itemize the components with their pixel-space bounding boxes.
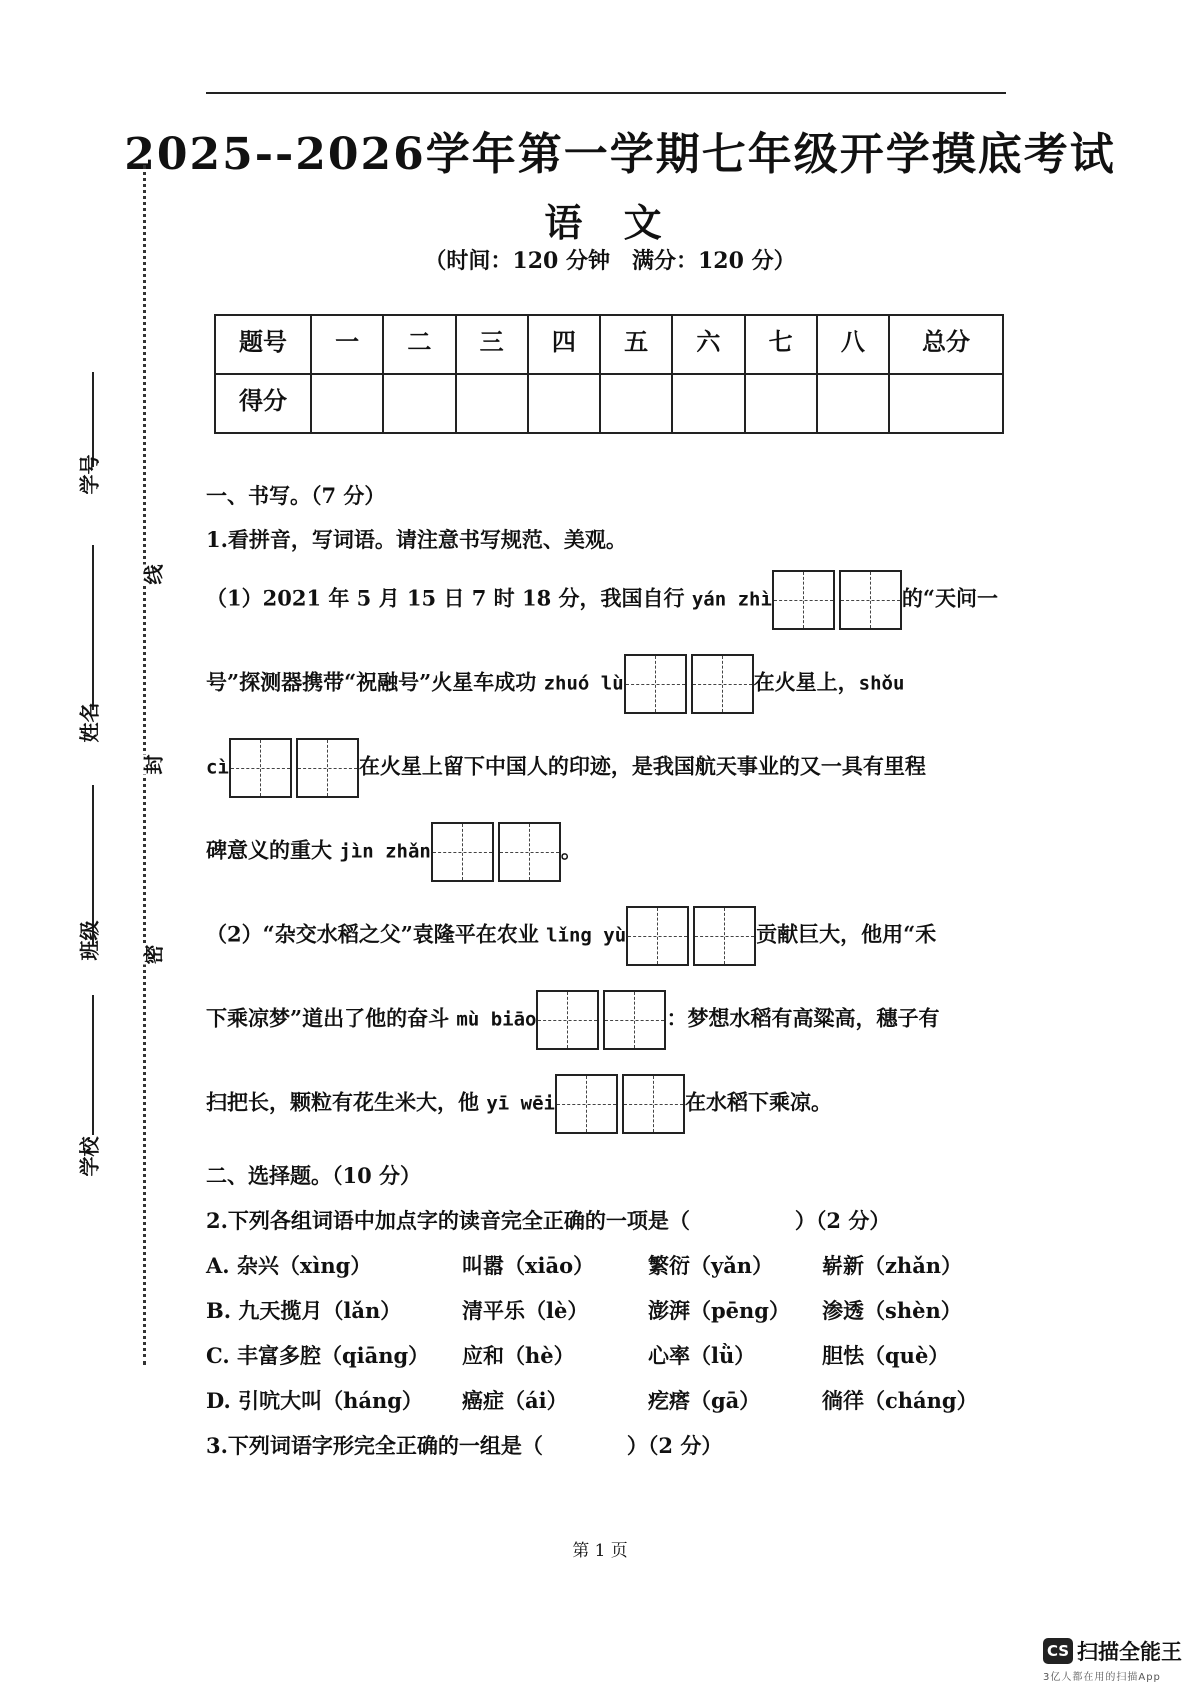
score-cell[interactable] — [817, 374, 889, 433]
watermark-tagline: 3亿人都在用的扫描App — [1043, 1672, 1161, 1683]
option-c-2: 应和（hè） — [462, 1343, 575, 1368]
score-header-cell: 六 — [672, 315, 744, 374]
option-c-3: 心率（lǜ） — [648, 1343, 756, 1368]
score-table-header-row — [215, 315, 1003, 374]
student-id-label: 学号 — [77, 454, 102, 495]
camscanner-logo-icon: CS — [1043, 1638, 1073, 1664]
q1-line-2: 号”探测器携带“祝融号”火星车成功 zhuó lù 在火星上，shǒu — [206, 654, 904, 714]
option-a-2: 叫嚣（xiāo） — [462, 1253, 595, 1278]
q1-line-4: 碑意义的重大 jìn zhǎn 。 — [206, 822, 582, 882]
exam-title: 2025--2026学年第一学期七年级开学摸底考试 — [124, 129, 1116, 180]
score-header-cell: 四 — [528, 315, 600, 374]
answer-grid-lingyu[interactable] — [626, 906, 756, 966]
option-d-2: 癌症（ái） — [462, 1388, 568, 1413]
score-table — [214, 314, 1004, 434]
score-table-score-row — [215, 374, 1003, 433]
scanner-watermark — [1043, 1636, 1182, 1683]
section2-heading: 二、选择题。（10 分） — [206, 1163, 422, 1188]
page-number: 第 1 页 — [572, 1541, 628, 1561]
option-a-3: 繁衍（yǎn） — [648, 1253, 774, 1278]
option-a-1[interactable]: A. 杂兴（xìng） — [206, 1253, 372, 1278]
score-header-cell: 五 — [600, 315, 672, 374]
score-header-cell: 二 — [383, 315, 455, 374]
time-info: （时间：120 分钟 满分：120 分） — [424, 248, 796, 274]
q2-line-2: 下乘凉梦”道出了他的奋斗 mù biāo ：梦想水稻有高粱高，穗子有 — [206, 990, 939, 1050]
score-header-cell: 八 — [817, 315, 889, 374]
answer-grid-yiwei[interactable] — [555, 1074, 685, 1134]
option-d-3: 疙瘩（gā） — [648, 1388, 761, 1413]
subject-title: 语 文 — [544, 200, 676, 245]
score-header-cell: 题号 — [215, 315, 311, 374]
score-cell[interactable] — [528, 374, 600, 433]
score-header-cell: 七 — [745, 315, 817, 374]
score-cell[interactable] — [383, 374, 455, 433]
question-3: 3.下列词语字形完全正确的一组是（ ）（2 分） — [206, 1433, 723, 1458]
answer-grid-yanzhi[interactable] — [772, 570, 902, 630]
score-cell[interactable] — [672, 374, 744, 433]
seal-word-mi: 密 — [138, 945, 167, 965]
seal-word-xian: 线 — [138, 565, 167, 585]
pinyin-yiwei: yī wēi — [486, 1092, 555, 1115]
seal-word-feng: 封 — [138, 755, 167, 775]
class-label: 班级 — [77, 920, 102, 961]
q1-line-3: cì 在火星上留下中国人的印迹，是我国航天事业的又一具有里程 — [206, 738, 926, 798]
pinyin-zhuolu: zhuó lù — [543, 672, 624, 695]
option-b-2: 清平乐（lè） — [462, 1298, 589, 1323]
pinyin-mubiao: mù biāo — [456, 1008, 537, 1031]
score-header-cell: 一 — [311, 315, 383, 374]
pinyin-jinzhan: jìn zhǎn — [339, 840, 431, 863]
score-row-label: 得分 — [215, 374, 311, 433]
option-d-4: 徜徉（cháng） — [822, 1388, 978, 1413]
pinyin-ci: cì — [206, 756, 229, 779]
q2-line-1: （2）“杂交水稻之父”袁隆平在农业 lǐng yù 贡献巨大，他用“禾 — [206, 906, 936, 966]
score-cell[interactable] — [745, 374, 817, 433]
q1-line-1: （1）2021 年 5 月 15 日 7 时 18 分，我国自行 yán zhì 的“天问一 — [206, 570, 998, 630]
name-line[interactable] — [92, 545, 94, 710]
score-cell[interactable] — [889, 374, 1003, 433]
answer-grid-zhuolu[interactable] — [624, 654, 754, 714]
pinyin-yanzhi: yán zhì — [691, 588, 772, 611]
score-cell[interactable] — [311, 374, 383, 433]
answer-grid-jinzhan[interactable] — [431, 822, 561, 882]
school-line[interactable] — [92, 995, 94, 1135]
section1-heading: 一、书写。（7 分） — [206, 483, 386, 508]
option-d-1[interactable]: D. 引吭大叫（háng） — [206, 1388, 423, 1413]
score-cell[interactable] — [456, 374, 528, 433]
score-header-cell: 总分 — [889, 315, 1003, 374]
option-c-4: 胆怯（què） — [822, 1343, 950, 1368]
student-id-line[interactable] — [92, 372, 94, 467]
q2-line-3: 扫把长，颗粒有花生米大，他 yī wēi 在水稻下乘凉。 — [206, 1074, 832, 1134]
question-1: 1.看拼音，写词语。请注意书写规范、美观。 — [206, 527, 627, 552]
option-a-4: 崭新（zhǎn） — [822, 1253, 963, 1278]
school-label: 学校 — [77, 1136, 102, 1177]
score-cell[interactable] — [600, 374, 672, 433]
option-b-3: 澎湃（pēng） — [648, 1298, 790, 1323]
name-label: 姓名 — [77, 702, 102, 743]
option-b-1[interactable]: B. 九天揽月（lǎn） — [206, 1298, 402, 1323]
answer-grid-shouci[interactable] — [229, 738, 359, 798]
pinyin-shou: shǒu — [858, 672, 905, 695]
answer-grid-mubiao[interactable] — [536, 990, 666, 1050]
option-c-1[interactable]: C. 丰富多腔（qiāng） — [206, 1343, 430, 1368]
watermark-name: 扫描全能王 — [1077, 1640, 1182, 1664]
top-rule — [206, 92, 1006, 94]
pinyin-lingyu: lǐng yù — [546, 924, 627, 947]
question-2: 2.下列各组词语中加点字的读音完全正确的一项是（ ）（2 分） — [206, 1208, 891, 1233]
score-header-cell: 三 — [456, 315, 528, 374]
option-b-4: 渗透（shèn） — [822, 1298, 962, 1323]
